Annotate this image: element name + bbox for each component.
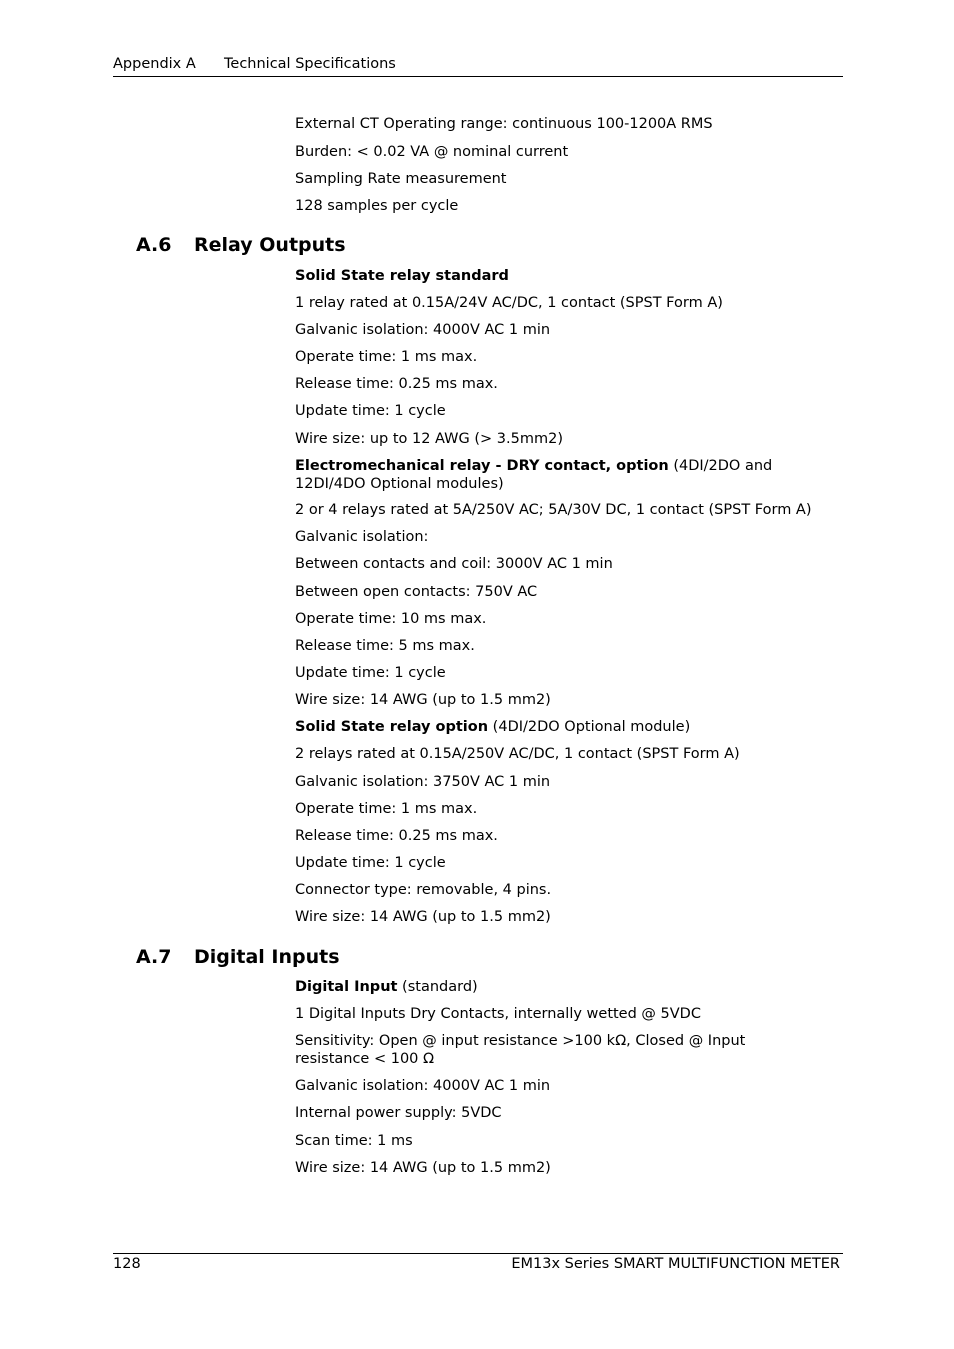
spec-line: 1 Digital Inputs Dry Contacts, internally wetted @ 5VDC (295, 1006, 701, 1022)
subheading-note: (4DI/2DO Optional module) (488, 719, 691, 735)
spec-line: External CT Operating range: continuous 100-1200A RMS (295, 116, 713, 132)
spec-line: Operate time: 1 ms max. (295, 349, 478, 365)
subheading-bold: Electromechanical relay - DRY contact, option (295, 458, 669, 474)
spec-line: Between contacts and coil: 3000V AC 1 min (295, 556, 613, 572)
spec-line: Between open contacts: 750V AC (295, 584, 538, 600)
subheading-bold: Solid State relay option (295, 719, 489, 735)
footer-doc-title: EM13x Series SMART MULTIFUNCTION METER (511, 1256, 840, 1272)
spec-line: 1 relay rated at 0.15A/24V AC/DC, 1 contact (SPST Form A) (295, 295, 723, 311)
subheading-ss-option (295, 718, 843, 736)
spec-line: Release time: 0.25 ms max. (295, 376, 498, 392)
spec-line: Galvanic isolation: 3750V AC 1 min (295, 774, 551, 790)
spec-line: Wire size: up to 12 AWG (> 3.5mm2) (295, 431, 563, 447)
spec-line: Galvanic isolation: 4000V AC 1 min (295, 322, 551, 338)
subheading-bold: Digital Input (295, 979, 398, 995)
section-title: Relay Outputs (194, 234, 346, 256)
spec-line: Burden: < 0.02 VA @ nominal current (295, 144, 569, 160)
section-title: Digital Inputs (194, 946, 340, 968)
spec-line: Galvanic isolation: 4000V AC 1 min (295, 1078, 551, 1094)
header-title: Technical Specifications (224, 56, 396, 72)
subheading-ss-standard (295, 267, 843, 285)
spec-line: Sensitivity: Open @ input resistance >100 kΩ, Closed @ Input resistance < 100 Ω (295, 1033, 746, 1067)
spec-line: Update time: 1 cycle (295, 665, 446, 681)
spec-line: Release time: 0.25 ms max. (295, 828, 498, 844)
spec-line: Scan time: 1 ms (295, 1133, 413, 1149)
spec-line: Wire size: 14 AWG (up to 1.5 mm2) (295, 909, 551, 925)
subheading-bold: Solid State relay standard (295, 268, 509, 284)
spec-line: Update time: 1 cycle (295, 403, 446, 419)
section-number: A.6 (136, 234, 172, 256)
spec-line: Sampling Rate measurement (295, 171, 507, 187)
spec-line: Operate time: 10 ms max. (295, 611, 487, 627)
spec-line: 2 or 4 relays rated at 5A/250V AC; 5A/30V DC, 1 contact (SPST Form A) (295, 502, 812, 518)
spec-line: Internal power supply: 5VDC (295, 1105, 502, 1121)
spec-line: Wire size: 14 AWG (up to 1.5 mm2) (295, 1160, 551, 1176)
spec-line: Update time: 1 cycle (295, 855, 446, 871)
page-header (113, 56, 843, 77)
subheading-em-relay (295, 457, 795, 493)
spec-line: Connector type: removable, 4 pins. (295, 882, 552, 898)
spec-line: Wire size: 14 AWG (up to 1.5 mm2) (295, 692, 551, 708)
section-number: A.7 (136, 946, 172, 968)
spec-line: 2 relays rated at 0.15A/250V AC/DC, 1 contact (SPST Form A) (295, 746, 740, 762)
spec-line: 128 samples per cycle (295, 198, 459, 214)
subheading-note: (4DI/2DO and 12DI/4DO Optional modules) (295, 458, 773, 492)
spec-line: Release time: 5 ms max. (295, 638, 475, 654)
page-footer (113, 1253, 843, 1276)
spec-line: Operate time: 1 ms max. (295, 801, 478, 817)
subheading-digital-input (295, 978, 843, 996)
spec-line: Galvanic isolation: (295, 529, 429, 545)
header-appendix: Appendix A (113, 56, 196, 72)
page-number: 128 (113, 1256, 141, 1272)
subheading-note: (standard) (397, 979, 478, 995)
